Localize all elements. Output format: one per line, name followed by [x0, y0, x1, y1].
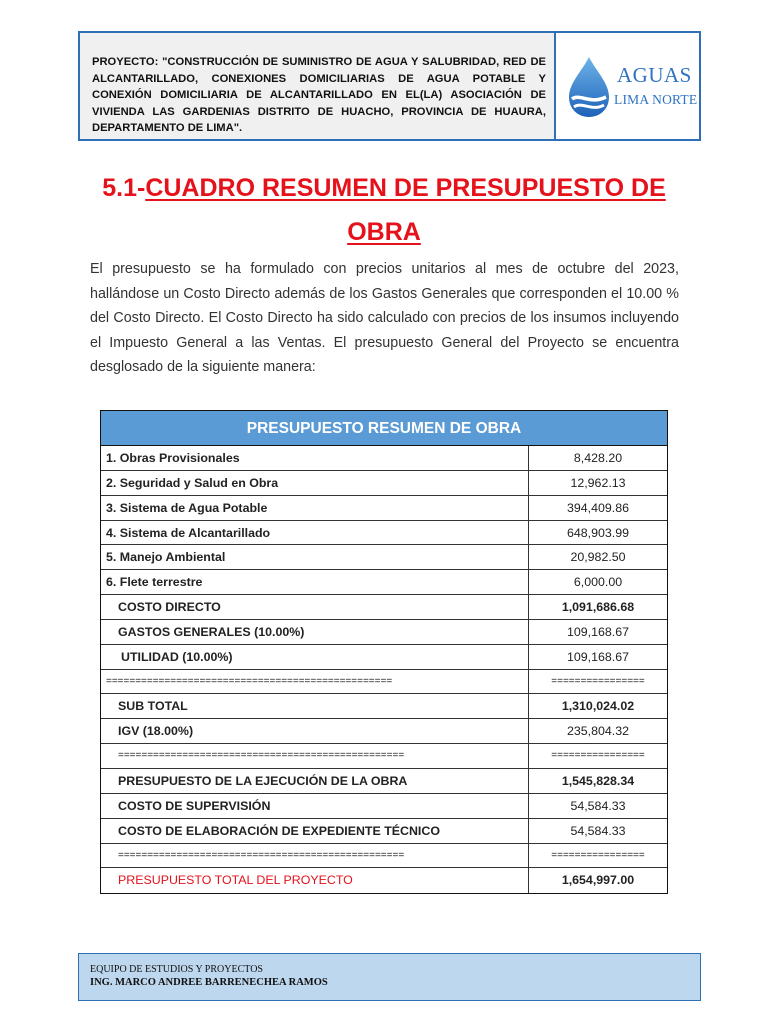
- row-value: 1,310,024.02: [561, 699, 635, 714]
- logo-aguas-text: AGUAS: [617, 63, 692, 87]
- table-row: [101, 521, 667, 546]
- company-logo: [556, 33, 699, 139]
- row-value: 1,091,686.68: [561, 600, 635, 615]
- water-drop-icon: [564, 55, 614, 119]
- row-label: 6. Flete terrestre: [101, 570, 529, 594]
- table-row: [101, 595, 667, 620]
- table-row: [101, 819, 667, 844]
- table-row: [101, 496, 667, 521]
- row-value: 12,962.13: [570, 475, 626, 490]
- intro-paragraph: El presupuesto se ha formulado con precios unitarios al mes de octubre del 2023, hallándose un Costo Directo además de los Gastos Generales que corresponden el 10.00 % del Costo Directo. El Costo Directo ha sido calculado con precios de los insumos incluyendo el Impuesto General a las Ventas. El presupuesto General del Proyecto se encuentra desglosado de la siguiente manera:: [90, 261, 679, 375]
- row-label: 1. Obras Provisionales: [101, 446, 529, 470]
- table-row: [101, 446, 667, 471]
- row-value: 1,545,828.34: [561, 773, 635, 788]
- row-label: SUB TOTAL: [101, 694, 529, 718]
- total-value: 1,654,997.00: [561, 873, 635, 888]
- separator-label: =================================================: [101, 744, 529, 768]
- row-label: COSTO DE ELABORACIÓN DE EXPEDIENTE TÉCNICO: [101, 819, 529, 843]
- row-value: 54,584.33: [570, 798, 626, 813]
- row-value: 235,804.32: [566, 724, 629, 739]
- table-row: [101, 794, 667, 819]
- separator-row: [101, 744, 667, 769]
- footer-team: EQUIPO DE ESTUDIOS Y PROYECTOS: [90, 964, 263, 975]
- table-row: [101, 471, 667, 496]
- footer-engineer: ING. MARCO ANDREE BARRENECHEA RAMOS: [90, 977, 328, 988]
- row-value: 8,428.20: [573, 451, 623, 465]
- total-label: PRESUPUESTO TOTAL DEL PROYECTO: [101, 868, 529, 893]
- project-header: [78, 31, 701, 141]
- table-heading: PRESUPUESTO RESUMEN DE OBRA: [101, 411, 667, 446]
- row-label: GASTOS GENERALES (10.00%): [101, 620, 529, 644]
- row-value: 109,168.67: [566, 624, 629, 639]
- table-row: [101, 620, 667, 645]
- row-label: 3. Sistema de Agua Potable: [101, 496, 529, 520]
- table-row: [101, 645, 667, 670]
- separator-value: ================: [551, 750, 645, 762]
- row-label: UTILIDAD (10.00%): [101, 645, 529, 669]
- row-value: 648,903.99: [566, 525, 629, 540]
- budget-summary-table: [100, 410, 668, 894]
- separator-value: ================: [551, 675, 645, 687]
- row-label: 2. Seguridad y Salud en Obra: [101, 471, 529, 495]
- total-row: [101, 868, 667, 893]
- table-row: [101, 769, 667, 794]
- row-label: PRESUPUESTO DE LA EJECUCIÓN DE LA OBRA: [101, 769, 529, 793]
- table-row: [101, 719, 667, 744]
- table-row: [101, 545, 667, 570]
- row-label: COSTO DE SUPERVISIÓN: [101, 794, 529, 818]
- section-number: 5.1-: [102, 174, 146, 202]
- row-label: COSTO DIRECTO: [101, 595, 529, 619]
- row-label: 4. Sistema de Alcantarillado: [101, 521, 529, 545]
- row-label: 5. Manejo Ambiental: [101, 545, 529, 569]
- section-title: [60, 166, 708, 254]
- row-value: 6,000.00: [573, 575, 623, 590]
- separator-label: =================================================: [101, 844, 529, 868]
- row-value: 394,409.86: [566, 500, 629, 515]
- section-title-line2: OBRA: [347, 218, 421, 246]
- separator-row: [101, 670, 667, 695]
- separator-label: =================================================: [101, 670, 529, 694]
- row-label: IGV (18.00%): [101, 719, 529, 743]
- table-row: [101, 694, 667, 719]
- row-value: 54,584.33: [570, 823, 626, 838]
- row-value: 20,982.50: [570, 550, 626, 565]
- section-title-line1: CUADRO RESUMEN DE PRESUPUESTO DE: [145, 174, 666, 202]
- logo-lima-norte-text: LIMA NORTE: [614, 92, 698, 107]
- separator-value: ================: [551, 849, 645, 861]
- row-value: 109,168.67: [566, 649, 629, 664]
- table-row: [101, 570, 667, 595]
- separator-row: [101, 844, 667, 869]
- page-footer: [78, 953, 701, 1001]
- project-description: PROYECTO: "CONSTRUCCIÓN DE SUMINISTRO DE AGUA Y SALUBRIDAD, RED DE ALCANTARILLADO, CONEXIONES DOMICILIARIAS DE AGUA POTABLE Y CONEXIÓN DOMICILIARIA DE ALCANTARILLADO EN EL(LA) ASOCIACIÓN DE VIVIENDA LAS GARDENIAS DISTRITO DE HUACHO, PROVINCIA DE HUAURA, DEPARTAMENTO DE LIMA".: [80, 33, 556, 139]
